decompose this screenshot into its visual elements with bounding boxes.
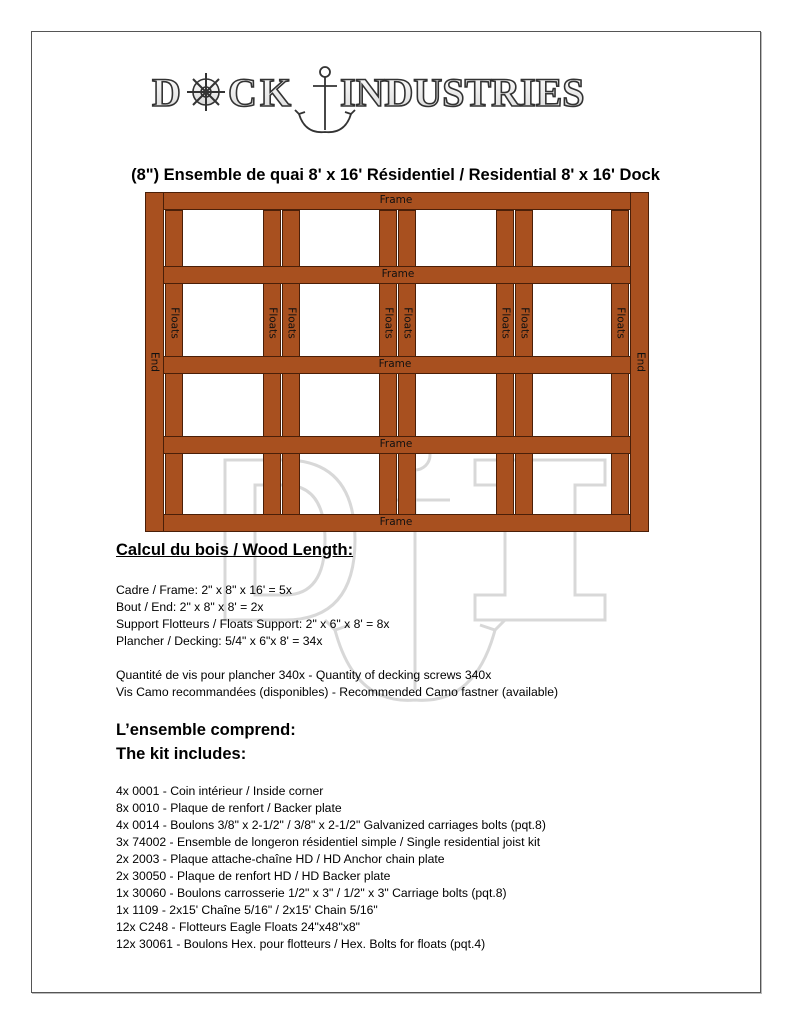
kit-item: 2x 30050 - Plaque de renfort HD / HD Backer plate (116, 869, 391, 883)
floats-label: Floats (266, 307, 279, 339)
svg-text:INDUSTRIES: INDUSTRIES (340, 70, 585, 115)
kit-heading (116, 718, 296, 766)
kit-item: 12x 30061 - Boulons Hex. pour flotteurs / Hex. Bolts for floats (pqt.4) (116, 937, 486, 951)
wood-line: Cadre / Frame: 2" x 8" x 16' = 5x (116, 583, 292, 597)
frame-label: Frame (379, 438, 413, 450)
page-title: (8") Ensemble de quai 8' x 16' Résidentiel / Residential 8' x 16' Dock (131, 166, 660, 184)
kit-item: 12x C248 - Flotteurs Eagle Floats 24"x48"x8" (116, 920, 360, 934)
svg-text:K: K (260, 70, 292, 115)
floats-label: Floats (518, 307, 531, 339)
wood-length-heading: Calcul du bois / Wood Length: (116, 541, 354, 559)
floats-label: Floats (382, 307, 395, 339)
kit-heading-fr: L’ensemble comprend: (116, 721, 296, 739)
dock-frame-diagram (145, 192, 649, 532)
wood-line: Support Flotteurs / Floats Support: 2" x 6" x 8' = 8x (116, 617, 390, 631)
frame-label: Frame (378, 358, 412, 370)
kit-items-list (116, 783, 546, 953)
screws-line: Vis Camo recommandées (disponibles) - Recommended Camo fastner (available) (116, 685, 559, 699)
kit-item: 1x 30060 - Boulons carrosserie 1/2" x 3" / 1/2" x 3" Carriage bolts (pqt.8) (116, 886, 507, 900)
kit-item: 2x 2003 - Plaque attache-chaîne HD / HD Anchor chain plate (116, 852, 445, 866)
kit-item: 4x 0001 - Coin intérieur / Inside corner (116, 784, 324, 798)
wood-line: Plancher / Decking: 5/4" x 6"x 8' = 34x (116, 634, 323, 648)
end-label: End (634, 352, 647, 372)
kit-item: 3x 74002 - Ensemble de longeron résidentiel simple / Single residential joist kit (116, 835, 541, 849)
svg-text:C: C (228, 70, 257, 115)
frame-label: Frame (381, 268, 415, 280)
kit-item: 4x 0014 - Boulons 3/8" x 2-1/2" / 3/8" x 2-1/2" Galvanized carriages bolts (pqt.8) (116, 818, 546, 832)
frame-label: Frame (379, 516, 413, 528)
floats-label: Floats (168, 307, 181, 339)
end-label: End (148, 352, 161, 372)
frame-label: Frame (379, 194, 413, 206)
svg-text:D: D (152, 70, 181, 115)
kit-heading-en: The kit includes: (116, 745, 247, 763)
screws-note (116, 667, 558, 701)
wood-length-list (116, 582, 389, 650)
kit-item: 8x 0010 - Plaque de renfort / Backer plate (116, 801, 342, 815)
floats-label: Floats (285, 307, 298, 339)
screws-line: Quantité de vis pour plancher 340x - Quantity of decking screws 340x (116, 668, 492, 682)
floats-label: Floats (614, 307, 627, 339)
wood-line: Bout / End: 2" x 8" x 8' = 2x (116, 600, 264, 614)
floats-label: Floats (401, 307, 414, 339)
dock-industries-logo (150, 64, 640, 140)
floats-label: Floats (499, 307, 512, 339)
kit-item: 1x 1109 - 2x15' Chaîne 5/16" / 2x15' Chain 5/16" (116, 903, 378, 917)
